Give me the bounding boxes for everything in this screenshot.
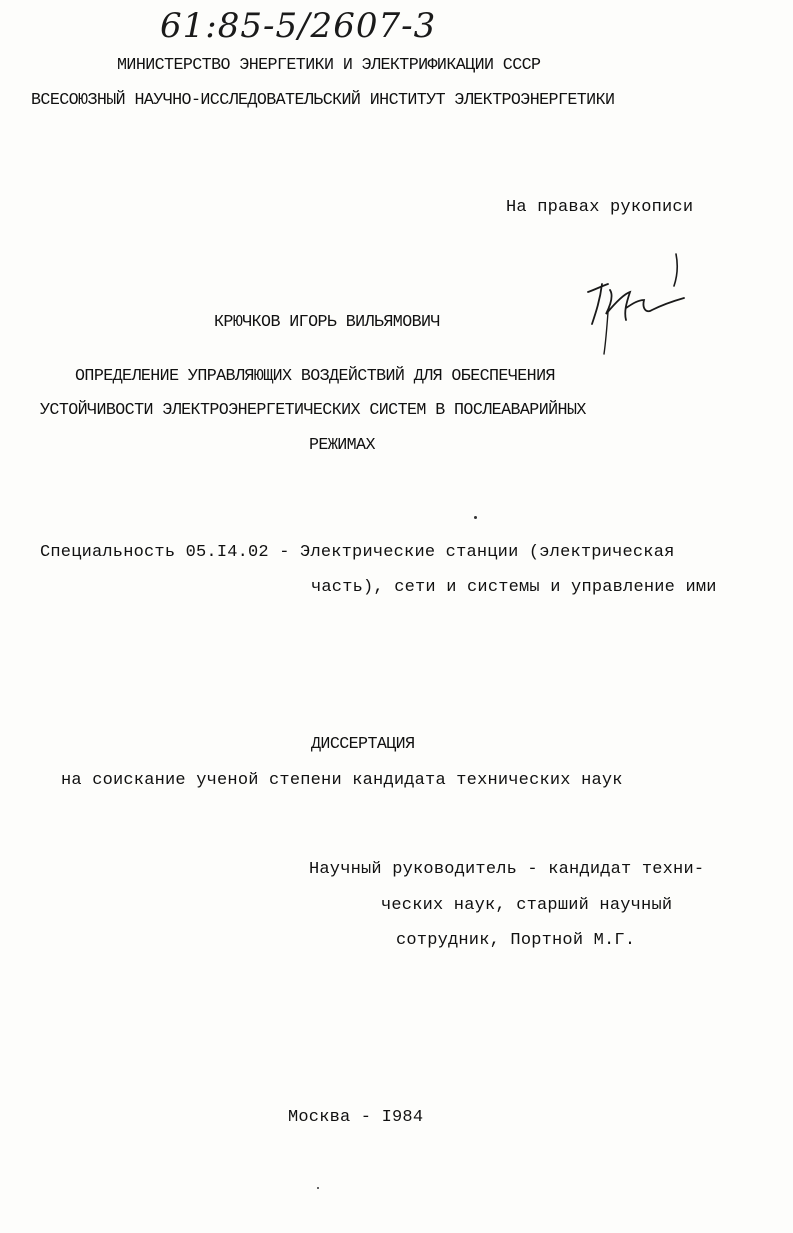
place-year: Москва - I984 [288, 1108, 424, 1127]
institute-heading: ВСЕСОЮЗНЫЙ НАУЧНО-ИССЛЕДОВАТЕЛЬСКИЙ ИНСТИТУТ ЭЛЕКТРОЭНЕРГЕТИКИ [31, 91, 615, 110]
specialty-line-2: часть), сети и системы и управление ими [311, 578, 717, 597]
supervisor-line-2: ческих наук, старший научный [381, 896, 673, 915]
scan-speck [474, 516, 477, 519]
title-line-3: РЕЖИМАХ [309, 436, 375, 455]
catalog-number-handwritten: 61:85-5/2607-3 [160, 6, 437, 46]
author-name: КРЮЧКОВ ИГОРЬ ВИЛЬЯМОВИЧ [214, 313, 440, 332]
document-type: ДИССЕРТАЦИЯ [311, 735, 415, 754]
supervisor-line-3: сотрудник, Портной М.Г. [396, 931, 636, 950]
ministry-heading: МИНИСТЕРСТВО ЭНЕРГЕТИКИ И ЭЛЕКТРИФИКАЦИИ СССР [117, 56, 541, 75]
supervisor-line-1: Научный руководитель - кандидат техни- [309, 860, 705, 879]
title-line-2: УСТОЙЧИВОСТИ ЭЛЕКТРОЭНЕРГЕТИЧЕСКИХ СИСТЕМ В ПОСЛЕАВАРИЙНЫХ [40, 401, 586, 420]
rights-note: На правах рукописи [506, 198, 694, 217]
title-line-1: ОПРЕДЕЛЕНИЕ УПРАВЛЯЮЩИХ ВОЗДЕЙСТВИЙ ДЛЯ ОБЕСПЕЧЕНИЯ [75, 367, 555, 386]
author-signature [580, 250, 690, 360]
scan-speck [317, 1187, 319, 1189]
degree-line: на соискание ученой степени кандидата технических наук [61, 771, 623, 790]
specialty-line-1: Специальность 05.I4.02 - Электрические станции (электрическая [40, 543, 675, 562]
